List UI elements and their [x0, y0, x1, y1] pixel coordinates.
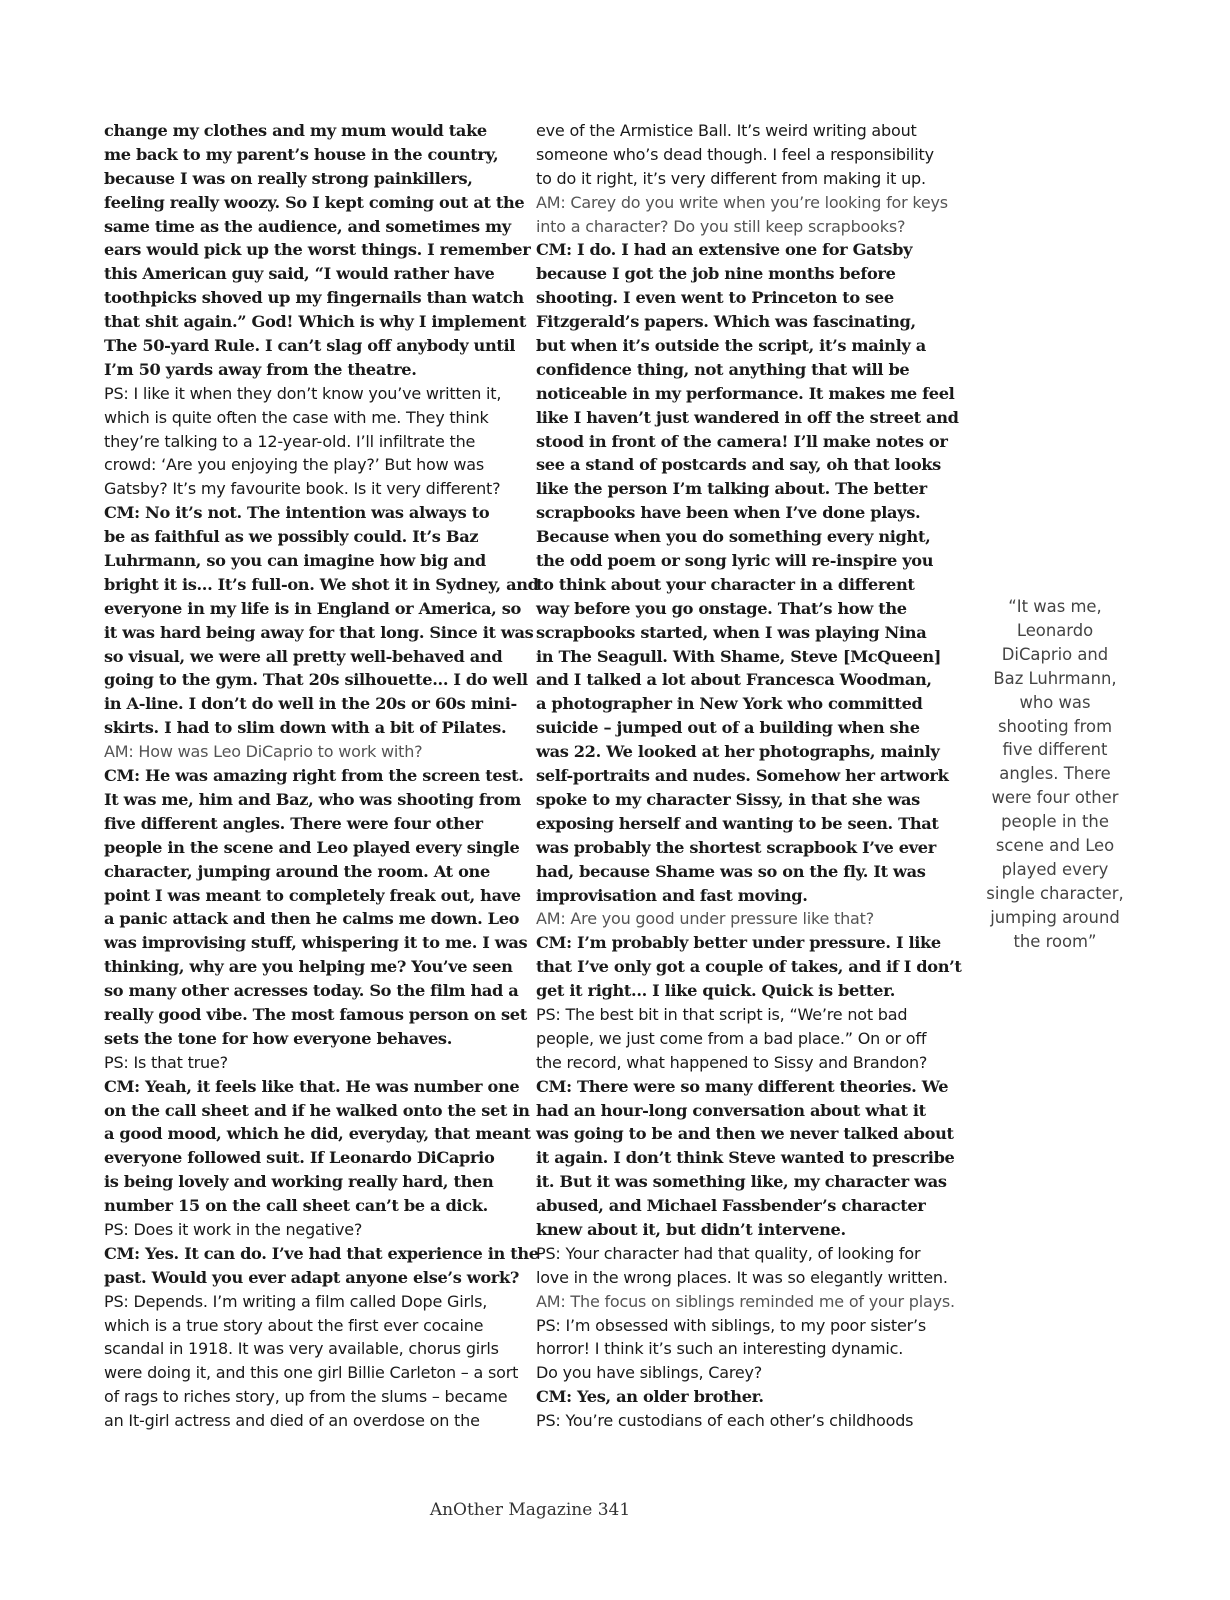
answer-text-line: CM: I do. I had an extensive one for Gatsby	[536, 240, 913, 260]
answer-text-line: people in the scene and Leo played every single	[104, 837, 520, 857]
answer-text-line: CM: No it’s not. The intention was always to	[104, 503, 490, 523]
pull-quote-line: who was	[1019, 692, 1091, 712]
question-text-line: were doing it, and this one girl Billie Carleton – a sort	[104, 1363, 519, 1383]
answer-text-line: so many other acresses today. So the film had a	[104, 981, 519, 1001]
left-text-column	[104, 119, 539, 1433]
question-text-line: PS: Your character had that quality, of looking for	[536, 1243, 921, 1263]
answer-text-line: because I got the job nine months before	[536, 264, 896, 284]
answer-text-line: stood in front of the camera! I’ll make notes or	[536, 431, 948, 451]
magazine-name: AnOther Magazine	[429, 1500, 593, 1520]
question-text-line: they’re talking to a 12-year-old. I’ll infiltrate the	[104, 431, 476, 451]
answer-text-line: CM: There were so many different theories. We	[536, 1076, 949, 1096]
answer-text-line: scrapbooks have been when I’ve done plays.	[536, 503, 921, 523]
answer-text-line: improvisation and fast moving.	[536, 885, 808, 905]
answer-text-line: is being lovely and working really hard, then	[104, 1172, 494, 1192]
question-text-line: which is quite often the case with me. They think	[104, 407, 489, 427]
answer-text-line: like the person I’m talking about. The better	[536, 479, 927, 499]
question-text-line: into a character? Do you still keep scrapbooks?	[536, 216, 906, 236]
answer-text-line: CM: Yes, an older brother.	[536, 1387, 764, 1407]
pull-quote-line: people in the	[1001, 812, 1109, 832]
answer-text-line: Fitzgerald’s papers. Which was fascinating,	[536, 312, 916, 332]
pull-quote	[975, 595, 1135, 954]
pull-quote-line: Leonardo	[1016, 620, 1094, 640]
answer-text-line: same time as the audience, and sometimes my	[104, 216, 511, 236]
question-text-line: the record, what happened to Sissy and Brandon?	[536, 1052, 928, 1072]
answer-text-line: and I talked a lot about Francesca Woodman,	[536, 670, 932, 690]
pull-quote-line: Baz Luhrmann,	[993, 668, 1117, 688]
question-text-line: PS: Depends. I’m writing a film called Dope Girls,	[104, 1291, 488, 1311]
question-text-line: people, we just come from a bad place.” On or off	[536, 1028, 927, 1048]
middle-text-column	[536, 119, 966, 1433]
answer-text-line: the odd poem or song lyric will re-inspire you	[536, 551, 934, 571]
answer-text-line: number 15 on the call sheet can’t be a dick.	[104, 1196, 488, 1216]
answer-text-line: had an hour-long conversation about what it	[536, 1100, 926, 1120]
answer-text-line: shooting. I even went to Princeton to see	[536, 288, 894, 308]
answer-text-line: had, because Shame was so on the fly. It was	[536, 861, 926, 881]
pull-quote-line: jumping around	[990, 907, 1120, 927]
question-text-line: AM: The focus on siblings reminded me of your plays.	[536, 1291, 955, 1311]
question-text-line: eve of the Armistice Ball. It’s weird writing about	[536, 121, 917, 140]
answer-text-line: five different angles. There were four other	[104, 813, 483, 833]
question-text-line: horror! I think it’s such an interesting dynamic.	[536, 1339, 904, 1359]
pull-quote-line: were four other	[991, 788, 1119, 808]
answer-text-line: skirts. I had to slim down with a bit of Pilates.	[104, 718, 507, 738]
question-text-line: PS: Does it work in the negative?	[104, 1219, 363, 1239]
answer-text-line: toothpicks shoved up my fingernails than watch	[104, 288, 524, 308]
question-text-line: scandal in 1918. It was very available, chorus girls	[104, 1339, 499, 1359]
answer-text-line: in The Seagull. With Shame, Steve [McQueen]	[536, 646, 942, 666]
answer-text-line: Luhrmann, so you can imagine how big and	[104, 551, 486, 571]
pull-quote-line: “It was me,	[1008, 597, 1102, 616]
answer-text-line: knew about it, but didn’t intervene.	[536, 1219, 846, 1239]
answer-text-line: a photographer in New York who committed	[536, 694, 923, 714]
answer-text-line: me back to my parent’s house in the country,	[104, 144, 499, 164]
answer-text-line: it again. I don’t think Steve wanted to prescribe	[536, 1148, 955, 1168]
question-text-line: PS: I like it when they don’t know you’ve written it,	[104, 383, 502, 403]
answer-text-line: was going to be and then we never talked about	[536, 1124, 954, 1144]
pull-quote-line: angles. There	[999, 764, 1111, 784]
question-text-line: AM: Are you good under pressure like that?	[536, 909, 875, 929]
answer-text-line: abused, and Michael Fassbender’s character	[536, 1196, 926, 1216]
pull-quote-line: shooting from	[997, 716, 1113, 736]
question-text-line: PS: I’m obsessed with siblings, to my poor sister’s	[536, 1315, 927, 1335]
pull-quote-line: DiCaprio and	[1001, 644, 1109, 664]
pull-quote-line: the room”	[1013, 931, 1097, 951]
question-text-line: to do it right, it’s very different from making it up.	[536, 168, 926, 188]
answer-text-line: really good vibe. The most famous person on set	[104, 1004, 527, 1024]
question-text-line: which is a true story about the first ever cocaine	[104, 1315, 484, 1335]
answer-text-line: because I was on really strong painkillers,	[104, 168, 473, 188]
answer-text-line: CM: He was amazing right from the screen test.	[104, 766, 524, 786]
answer-text-line: suicide – jumped out of a building when she	[536, 718, 920, 738]
pull-quote-line: five different	[1002, 740, 1108, 760]
answer-text-line: was probably the shortest scrapbook I’ve ever	[536, 837, 936, 857]
answer-text-line: CM: Yeah, it feels like that. He was number one	[104, 1076, 520, 1096]
answer-text-line: self-portraits and nudes. Somehow her artwork	[536, 766, 949, 786]
answer-text-line: bright it is... It’s full-on. We shot it in Sydney, and	[104, 574, 539, 594]
answer-text-line: that shit again.” God! Which is why I implement	[104, 312, 526, 332]
answer-text-line: going to the gym. That 20s silhouette... I do well	[104, 670, 528, 690]
answer-text-line: scrapbooks started, when I was playing Nina	[536, 622, 927, 642]
answer-text-line: Because when you do something every night,	[536, 527, 931, 547]
answer-text-line: it. But it was something like, my character was	[536, 1172, 947, 1192]
answer-text-line: way before you go onstage. That’s how the	[536, 598, 907, 618]
answer-text-line: was 22. We looked at her photographs, mainly	[536, 742, 940, 762]
answer-text-line: change my clothes and my mum would take	[104, 121, 487, 140]
answer-text-line: sets the tone for how everyone behaves.	[104, 1028, 452, 1048]
question-text-line: an It-girl actress and died of an overdose on the	[104, 1411, 480, 1431]
question-text-line: PS: You’re custodians of each other’s childhoods	[536, 1411, 914, 1431]
answer-text-line: feeling really woozy. So I kept coming out at the	[104, 192, 525, 212]
answer-text-line: it was hard being away for that long. Since it was	[104, 622, 534, 642]
answer-text-line: noticeable in my performance. It makes me feel	[536, 383, 955, 403]
answer-text-line: point I was meant to completely freak out, have	[104, 885, 521, 905]
answer-text-line: so visual, we were all pretty well-behaved and	[104, 646, 503, 666]
page-number: 341	[597, 1500, 631, 1520]
answer-text-line: everyone in my life is in England or America, so	[104, 598, 521, 618]
answer-text-line: like I haven’t just wandered in off the street and	[536, 407, 959, 427]
page-footer	[0, 1500, 1060, 1520]
question-text-line: PS: Is that true?	[104, 1052, 228, 1072]
answer-text-line: this American guy said, “I would rather have	[104, 264, 495, 284]
answer-text-line: a good mood, which he did, everyday, that meant	[104, 1124, 531, 1144]
answer-text-line: a panic attack and then he calms me down. Leo	[104, 909, 520, 929]
answer-text-line: ears would pick up the worst things. I remember	[104, 240, 531, 260]
question-text-line: AM: Carey do you write when you’re looking for keys	[536, 192, 948, 212]
answer-text-line: to think about your character in a different	[536, 574, 915, 594]
answer-text-line: past. Would you ever adapt anyone else’s work?	[104, 1267, 519, 1287]
answer-text-line: on the call sheet and if he walked onto the set in	[104, 1100, 530, 1120]
answer-text-line: everyone followed suit. If Leonardo DiCaprio	[104, 1148, 495, 1168]
question-text-line: Do you have siblings, Carey?	[536, 1363, 763, 1383]
answer-text-line: It was me, him and Baz, who was shooting from	[104, 789, 521, 809]
question-text-line: PS: The best bit in that script is, “We’re not bad	[536, 1004, 908, 1024]
pull-quote-line: scene and Leo	[995, 836, 1115, 856]
pull-quote-line: played every	[1001, 859, 1109, 879]
answer-text-line: I’m 50 yards away from the theatre.	[104, 359, 417, 379]
answer-text-line: thinking, why are you helping me? You’ve seen	[104, 957, 513, 977]
question-text-line: Gatsby? It’s my favourite book. Is it very different?	[104, 479, 501, 499]
question-text-line: AM: How was Leo DiCaprio to work with?	[104, 742, 423, 762]
answer-text-line: that I’ve only got a couple of takes, and if I don’t	[536, 957, 962, 977]
answer-text-line: exposing herself and wanting to be seen. That	[536, 813, 939, 833]
question-text-line: someone who’s dead though. I feel a responsibility	[536, 144, 934, 164]
question-text-line: crowd: ‘Are you enjoying the play?’ But how was	[104, 455, 485, 475]
answer-text-line: confidence thing, not anything that will be	[536, 359, 910, 379]
answer-text-line: be as faithful as we possibly could. It’s Baz	[104, 527, 479, 547]
answer-text-line: CM: Yes. It can do. I’ve had that experience in the	[104, 1243, 539, 1263]
answer-text-line: character, jumping around the room. At one	[104, 861, 490, 881]
answer-text-line: see a stand of postcards and say, oh that looks	[536, 455, 941, 475]
answer-text-line: was improvising stuff, whispering it to me. I was	[104, 933, 528, 953]
question-text-line: love in the wrong places. It was so elegantly written.	[536, 1267, 948, 1287]
answer-text-line: The 50-yard Rule. I can’t slag off anybody until	[104, 336, 516, 356]
answer-text-line: but when it’s outside the script, it’s mainly a	[536, 336, 926, 356]
answer-text-line: get it right... I like quick. Quick is better.	[536, 981, 896, 1001]
answer-text-line: in A-line. I don’t do well in the 20s or 60s mini-	[104, 694, 517, 714]
pull-quote-line: single character,	[986, 883, 1124, 903]
answer-text-line: spoke to my character Sissy, in that she was	[536, 789, 920, 809]
question-text-line: of rags to riches story, up from the slums – became	[104, 1387, 508, 1407]
answer-text-line: CM: I’m probably better under pressure. I like	[536, 933, 941, 953]
